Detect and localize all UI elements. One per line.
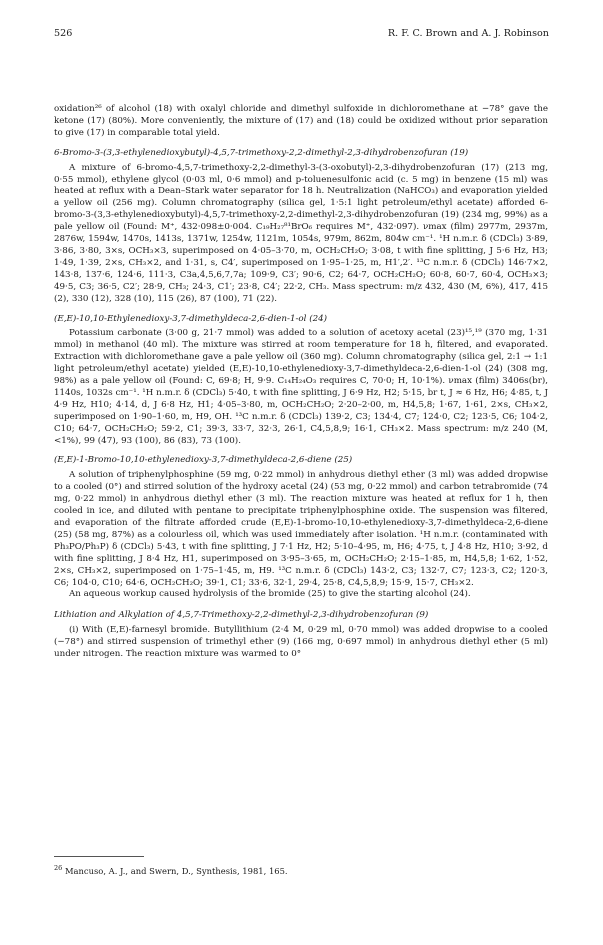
footnote-marker: 26: [54, 864, 63, 872]
page-number: 526: [54, 28, 73, 39]
paragraph-hydrolysis-note: An aqueous workup caused hydrolysis of the bromide (25) to give the starting alcohol (24).: [69, 589, 471, 600]
paragraph-compound-25: A solution of triphenylphosphine (59 mg, 0·22 mmol) in anhydrous diethyl ether (3 ml) was added dropwise to a cooled (0°) and stirred solution of the hydroxy acetal (24) (53 mg, 0·22 mmol) and carbon tetrabromide (74 mg, 0·22 mmol) in anhydrous diethyl ether (3 ml). The reaction mixture was heated at reflux for 1 h, then cooled in ice, and diluted with pentane to precipitate triphenylphosphine oxide. The suspension was filtered, and evaporation of the filtrate afforded crude (E,E)-1-bromo-10,10-ethylenedioxy-3,7-dimethyldeca-2,6-diene (25) (58 mg, 87%) as a colourless oil, which was used immediately after isolation. ¹H n.m.r. (contaminated with Ph₃PO/Ph₃P) δ (CDCl₃) 5·43, t with fine splitting, J 7·1 Hz, H2; 5·10–4·95, m, H6; 4·75, t, J 4·8 Hz, H10; 3·92, d with fine splitting, J 8·4 Hz, H1, superimposed on 3·95–3·65, m, OCH₂CH₂O; 2·15–1·85, m, H4,5,8; 1·62, 1·52, 2×s, CH₃×2, superimposed on 1·75–1·45, m, H9. ¹³C n.m.r. δ (CDCl₃) 143·2, C3; 132·7, C7; 123·3, C2; 120·3, C6; 104·0, C10; 64·6, OCH₂CH₂O; 39·1, C1; 33·6, 32·1, 29·4, 25·8, C4,5,8,9; 15·9, 15·7, CH₃×2.: [54, 470, 548, 588]
paragraph-lithiation: (i) With (E,E)-farnesyl bromide. Butyllithium (2·4 M, 0·29 ml, 0·70 mmol) was added dropwise to a cooled (−78°) and stirred suspension of trimethyl ether (9) (166 mg, 0·697 mmol) in anhydrous diethyl ether (5 ml) under nitrogen. The reaction mixture was warmed to 0°: [54, 625, 548, 660]
paragraph-compound-19: A mixture of 6-bromo-4,5,7-trimethoxy-2,2-dimethyl-3-(3-oxobutyl)-2,3-dihydrobenzofuran (17) (213 mg, 0·55 mmol), ethylene glycol (0·03 ml, 0·6 mmol) and p-toluenesulfonic acid (c. 5 mg) in benzene (15 ml) was heated at reflux with a Dean–Stark water separator for 18 h. Neutralization (NaHCO₃) and evaporation yielded a yellow oil (256 mg). Column chromatography (silica gel, 1·5:1 light petroleum/ethyl acetate) afforded 6-bromo-3-(3,3-ethylenedioxybutyl)-4,5,7-trimethoxy-2,2-dimethyl-2,3-dihydrobenzofuran (19) (234 mg, 99%) as a pale yellow oil (Found: M⁺, 432·098±0·004. C₁₉H₂₇⁸¹BrO₆ requires M⁺, 432·097). νmax (film) 2977m, 2937m, 2876w, 1594w, 1470s, 1413s, 1371w, 1254w, 1121m, 1054s, 979m, 862m, 804w cm⁻¹. ¹H n.m.r. δ (CDCl₃) 3·89, 3·86, 3·80, 3×s, OCH₃×3, superimposed on 4·05–3·70, m, OCH₂CH₂O; 3·08, t with fine splitting, J 5·6 Hz, H3; 1·49, 1·39, 2×s, CH₃×2, and 1·31, s, C4′, superimposed on 1·95–1·25, m, H1′,2′. ¹³C n.m.r. δ (CDCl₃) 146·7×2, 143·8, 137·6, 124·6, 111·3, C3a,4,5,6,7,7a; 109·9, C3′; 90·6, C2; 64·7, OCH₂CH₂O; 60·8, 60·7, 60·4, OCH₃×3; 49·5, C3; 36·5, C2′; 28·9, CH₃; 24·3, C1′; 23·8, C4′; 22·2, CH₃. Mass spectrum: m/z 432, 430 (M, 6%), 417, 415 (2), 330 (12), 328 (10), 115 (26), 87 (100), 71 (22).: [54, 162, 548, 304]
running-header: [54, 28, 549, 42]
body-text: [54, 104, 548, 661]
heading-compound-19: 6-Bromo-3-(3,3-ethylenedioxybutyl)-4,5,7-trimethoxy-2,2-dimethyl-2,3-dihydrobenzofuran (19): [54, 147, 469, 158]
paragraph-compound-24: Potassium carbonate (3·00 g, 21·7 mmol) was added to a solution of acetoxy acetal (23)¹⁵,¹⁹ (370 mg, 1·31 mmol) in methanol (40 ml). The mixture was stirred at room temperature for 18 h, filtered, and evaporated. Extraction with dichloromethane gave a pale yellow oil (360 mg). Column chromatography (silica gel, 2:1 → 1:1 light petroleum/ethyl acetate) yielded (E,E)-10,10-ethylenedioxy-3,7-dimethyldeca-2,6-dien-1-ol (24) (308 mg, 98%) as a pale yellow oil (Found: C, 69·8; H, 9·9. C₁₄H₂₄O₃ requires C, 70·0; H, 10·1%). νmax (film) 3406s(br), 1140s, 1032s cm⁻¹. ¹H n.m.r. δ (CDCl₃) 5·40, t with fine splitting, J 6·9 Hz, H2; 5·15, br t, J ≈ 6 Hz, H6; 4·85, t, J 4·9 Hz, H10; 4·14, d, J 6·8 Hz, H1; 4·05–3·80, m, OCH₂CH₂O; 2·20–2·00, m, H4,5,8; 1·67, 1·61, 2×s, CH₃×2, superimposed on 1·90–1·60, m, H9, OH. ¹³C n.m.r. δ (CDCl₃) 139·2, C3; 134·4, C7; 124·0, C2; 123·5, C6; 104·2, C10; 64·7, OCH₂CH₂O; 59·2, C1; 39·3, 33·7, 32·3, 26·1, C4,5,8,9; 16·1, CH₃×2. Mass spectrum: m/z 240 (M, <1%), 99 (47), 93 (100), 86 (83), 73 (100).: [54, 328, 548, 446]
footnote-rule: [54, 856, 144, 857]
heading-compound-25: (E,E)-1-Bromo-10,10-ethylenedioxy-3,7-dimethyldeca-2,6-diene (25): [54, 455, 353, 466]
paragraph-oxidation: oxidation²⁶ of alcohol (18) with oxalyl chloride and dimethyl sulfoxide in dichloromethane at −78° gave the ketone (17) (80%). More conveniently, the mixture of (17) and (18) could be oxidized without prior separation to give (17) in comparable total yield.: [54, 104, 548, 138]
running-head-authors: R. F. C. Brown and A. J. Robinson: [387, 28, 549, 39]
heading-compound-24: (E,E)-10,10-Ethylenedioxy-3,7-dimethyldeca-2,6-dien-1-ol (24): [54, 313, 328, 324]
heading-lithiation: Lithiation and Alkylation of 4,5,7-Trimethoxy-2,2-dimethyl-2,3-dihydrobenzofuran (9): [54, 610, 429, 621]
footnote: [54, 863, 548, 877]
footnote-text: Mancuso, A. J., and Swern, D., Synthesis, 1981, 165.: [64, 865, 288, 876]
